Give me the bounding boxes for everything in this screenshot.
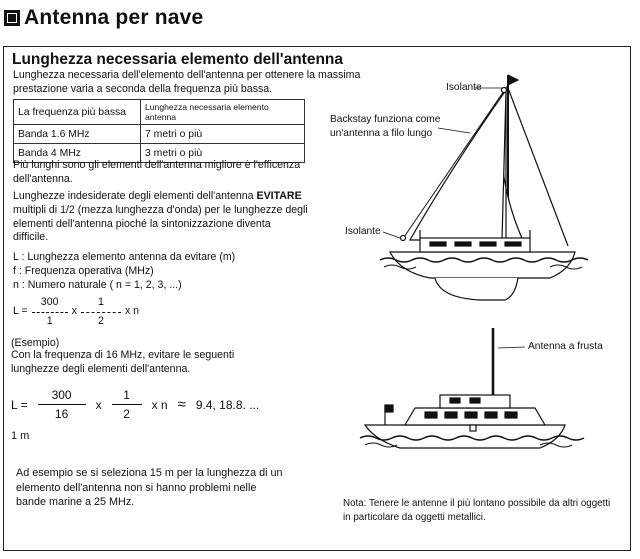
formula-op: x: [71, 305, 77, 318]
label-backstay: Backstay funziona come un'antenna a filo lungo: [330, 114, 441, 139]
avoid-text-after: multipli di 1/2 (mezza lunghezza d'onda) per le lunghezze degli elementi dell'antenna pioché la sintonizzazione diventa difficile.: [13, 203, 308, 244]
label-isolante-top: Isolante: [446, 82, 482, 93]
avoid-text: [13, 190, 308, 245]
example-formula: [11, 388, 259, 421]
table-cell: Banda 4 MHz: [14, 144, 141, 163]
table-cell: Banda 1.6 MHz: [14, 125, 141, 144]
note-text: Nota: Tenere le antenne il più lontano possibile da altri oggetti in particolare da oggetti metallici.: [343, 498, 611, 523]
table-cell: 7 metri o più: [141, 125, 305, 144]
example-fraction-1: [38, 388, 86, 421]
longer-text: Più lunghi sono gli elementi dell'antenna migliore è l'efficenza dell'antenna.: [13, 159, 301, 185]
page-title-text: Antenna per nave: [24, 6, 204, 29]
page-title: [4, 6, 203, 30]
conclusion-text: Ad esempio se si seleziona 15 m per la lunghezza di un elemento dell'antenna non si hanno problemi nelle bande marine a 25 MHz.: [16, 467, 283, 508]
example-lhs: L =: [11, 397, 28, 412]
label-whip-antenna: Antenna a frusta: [528, 341, 603, 352]
example-num-2: 1: [123, 388, 130, 402]
formula-lhs: L =: [13, 305, 28, 318]
example-result: 9.4, 18.8. ...: [195, 397, 260, 412]
section-heading: Lunghezza necessaria elemento dell'antenna: [12, 51, 344, 68]
legend-L: L : Lunghezza elemento antenna da evitare (m): [13, 251, 236, 263]
formula-fraction-2: [81, 296, 121, 329]
example-den-2: 2: [123, 407, 130, 421]
formula-num-1: 300: [40, 296, 59, 308]
intro-text: Lunghezza necessaria dell'elemento dell'antenna per ottenere la massima prestazione varia a seconda della frequenza più bassa.: [13, 69, 361, 95]
page-title-icon: [4, 10, 20, 26]
example-label: (Esempio): [11, 337, 60, 349]
formula: [13, 296, 139, 329]
avoid-text-bold: EVITARE: [256, 190, 302, 202]
legend-n: n : Numero naturale ( n = 1, 2, 3, ...): [13, 279, 182, 291]
sailboat-illustration: [380, 75, 588, 300]
table-row: [14, 125, 305, 144]
example-fraction-2: [112, 388, 142, 421]
example-op: x: [95, 397, 102, 412]
example-approx: ≈: [177, 396, 186, 413]
table-cell: 3 metri o più: [141, 144, 305, 163]
table-header: La frequenza più bassa: [14, 100, 141, 125]
label-isolante-bottom: Isolante: [345, 226, 381, 237]
example-tail: x n: [151, 397, 168, 412]
legend-f: f : Frequenza operativa (MHz): [13, 265, 154, 277]
frequency-table: [13, 99, 305, 163]
formula-num-2: 1: [97, 296, 104, 308]
formula-den-2: 2: [97, 314, 104, 327]
formula-tail: x n: [124, 305, 140, 318]
avoid-text-before: Lunghezze indesiderate degli elementi dell'antenna: [13, 190, 257, 202]
formula-den-1: 1: [46, 314, 53, 327]
formula-fraction-1: [32, 296, 68, 329]
table-header: Lunghezza necessaria elemento antenna: [141, 100, 305, 125]
example-num-1: 300: [51, 388, 72, 402]
example-den-1: 16: [54, 407, 69, 421]
table-header-row: [14, 100, 305, 125]
example-unit: 1 m: [11, 430, 30, 442]
example-text: Con la frequenza di 16 MHz, evitare le seguenti lunghezze degli elementi dell'antenna.: [11, 349, 235, 375]
